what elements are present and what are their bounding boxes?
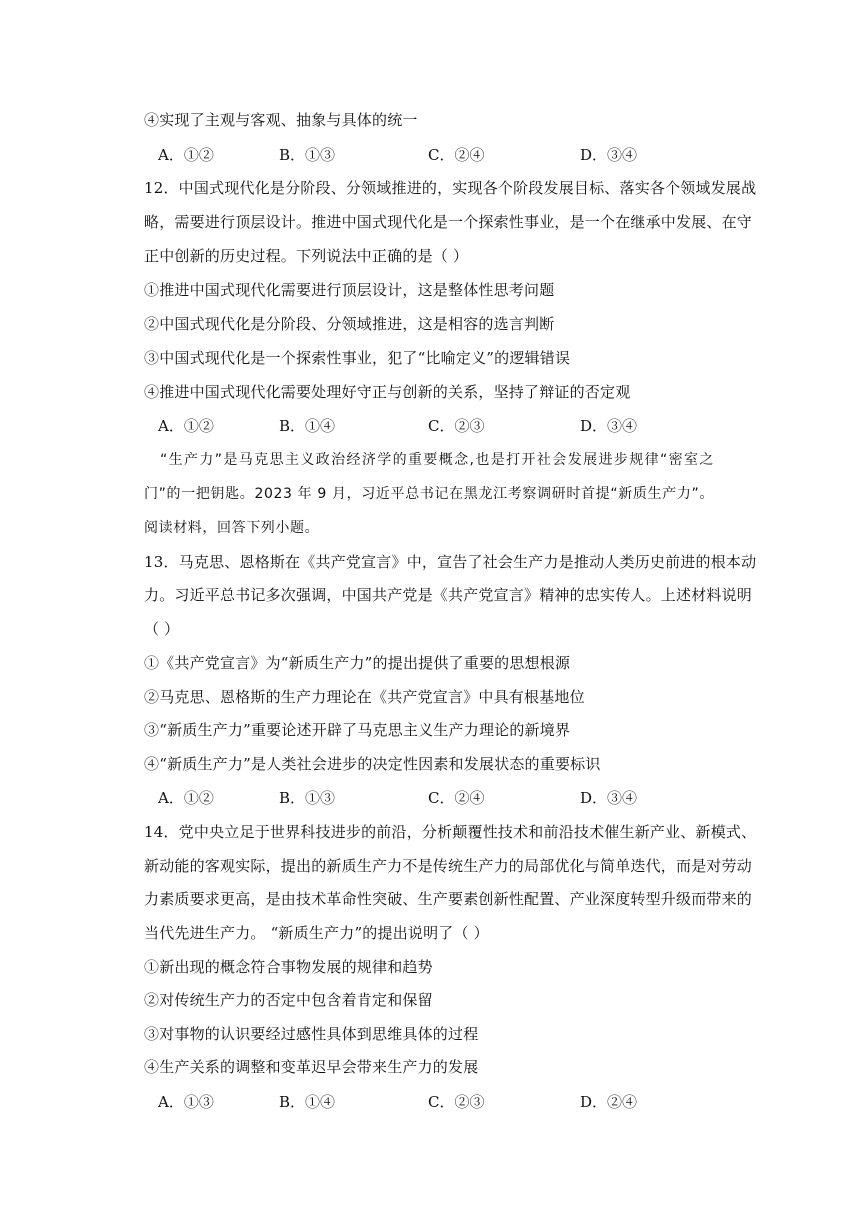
q11-option-d[interactable]: D．③④ <box>580 146 638 164</box>
q13-statement-4: ④“新质生产力”是人类社会进步的决定性因素和发展状态的重要标识 <box>144 755 601 773</box>
material-line-3: 阅读材料，回答下列小题。 <box>144 520 320 536</box>
q14-stem-line-2: 新动能的客观实际，提出的新质生产力不是传统生产力的局部优化与简单迭代，而是对劳动 <box>144 857 753 875</box>
q14-stem-line-1: 14．党中央立足于世界科技进步的前沿，分析颠覆性技术和前沿技术催生新产业、新模式、 <box>144 823 757 841</box>
q14-options <box>158 1092 718 1112</box>
q12-option-a[interactable]: A．①② <box>158 417 214 435</box>
q14-option-b[interactable]: B．①④ <box>279 1093 336 1111</box>
q13-statement-1: ①《共产党宣言》为“新质生产力”的提出提供了重要的思想根源 <box>144 654 571 672</box>
q12-option-b[interactable]: B．①④ <box>279 417 336 435</box>
q12-options <box>158 416 718 436</box>
q14-statement-1: ①新出现的概念符合事物发展的规律和趋势 <box>144 958 433 976</box>
q12-option-c[interactable]: C．②③ <box>428 417 485 435</box>
q12-stem-line-3: 正中创新的历史过程。下列说法中正确的是（ ） <box>144 247 469 265</box>
q11-statement-4: ④实现了主观与客观、抽象与具体的统一 <box>144 111 418 129</box>
q12-option-d[interactable]: D．③④ <box>580 417 638 435</box>
q14-option-d[interactable]: D．②④ <box>580 1093 638 1111</box>
q14-statement-4: ④生产关系的调整和变革迟早会带来生产力的发展 <box>144 1058 479 1076</box>
q12-stem-line-2: 略，需要进行顶层设计。推进中国式现代化是一个探索性事业，是一个在继承中发展、在守 <box>144 213 753 231</box>
q13-stem-line-2: 力。习近平总书记多次强调，中国共产党是《共产党宣言》精神的忠实传人。上述材料说明 <box>144 586 753 604</box>
q13-option-a[interactable]: A．①② <box>158 789 214 807</box>
q11-option-a[interactable]: A．①② <box>158 146 214 164</box>
q12-statement-2: ②中国式现代化是分阶段、分领域推进，这是相容的选言判断 <box>144 315 555 333</box>
q13-option-c[interactable]: C．②④ <box>428 789 485 807</box>
q13-option-d[interactable]: D．③④ <box>580 789 638 807</box>
q14-option-a[interactable]: A．①③ <box>158 1093 214 1111</box>
q12-statement-4: ④推进中国式现代化需要处理好守正与创新的关系，坚持了辩证的否定观 <box>144 383 631 401</box>
q11-option-c[interactable]: C．②④ <box>428 146 485 164</box>
q14-stem-line-4: 当代先进生产力。 “新质生产力”的提出说明了（ ） <box>144 924 489 942</box>
q14-stem-line-3: 力素质要求更高，是由技术革命性突破、生产要素创新性配置、产业深度转型升级而带来的 <box>144 890 753 908</box>
q13-stem-line-3: （ ） <box>144 620 180 638</box>
q13-stem-line-1: 13．马克思、恩格斯在《共产党宣言》中，宣告了社会生产力是推动人类历史前进的根本动 <box>144 553 757 571</box>
q11-option-b[interactable]: B．①③ <box>279 146 336 164</box>
q13-option-b[interactable]: B．①③ <box>279 789 336 807</box>
q13-statement-3: ③“新质生产力”重要论述开辟了马克思主义生产力理论的新境界 <box>144 721 571 739</box>
q11-options <box>158 145 718 165</box>
q12-statement-3: ③中国式现代化是一个探索性事业，犯了“比喻定义”的逻辑错误 <box>144 349 571 367</box>
q14-statement-3: ③对事物的认识要经过感性具体到思维具体的过程 <box>144 1025 479 1043</box>
q13-statement-2: ②马克思、恩格斯的生产力理论在《共产党宣言》中具有根基地位 <box>144 688 585 706</box>
material-line-2: 门”的一把钥匙。2023 年 9 月，习近平总书记在黑龙江考察调研时首提“新质生产力”。 <box>144 486 714 502</box>
q12-stem-line-1: 12．中国式现代化是分阶段、分领域推进的，实现各个阶段发展目标、落实各个领域发展战 <box>144 179 757 197</box>
q12-statement-1: ①推进中国式现代化需要进行顶层设计，这是整体性思考问题 <box>144 281 555 299</box>
q14-option-c[interactable]: C．②③ <box>428 1093 485 1111</box>
q13-options <box>158 788 718 808</box>
q14-statement-2: ②对传统生产力的否定中包含着肯定和保留 <box>144 991 433 1009</box>
material-line-1: “生产力”是马克思主义政治经济学的重要概念,也是打开社会发展进步规律“密室之 <box>160 452 714 468</box>
